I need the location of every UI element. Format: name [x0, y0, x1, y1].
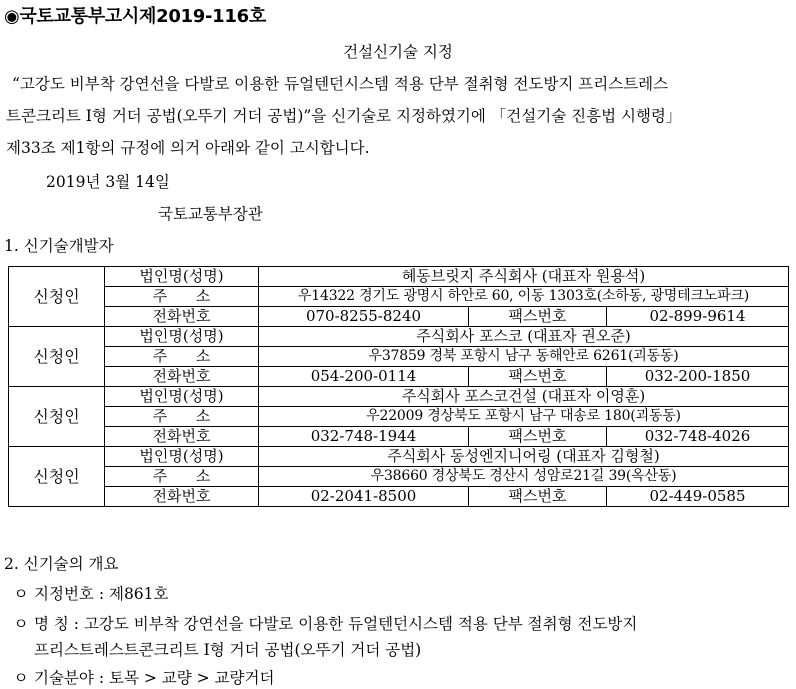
developer-table [8, 266, 789, 507]
developer-row [9, 327, 789, 347]
address-value: 우38660 경상북도 경산시 성암로21길 39(옥산동) [259, 467, 789, 487]
corp-name-label: 법인명(성명) [105, 447, 259, 467]
fax-label: 팩스번호 [469, 367, 607, 387]
bullet-icon: ㅇ [13, 669, 29, 687]
developer-row [9, 267, 789, 287]
address-value: 우22009 경상북도 포항시 남구 대송로 180(괴동동) [259, 407, 789, 427]
notice-heading: 건설신기술 지정 [343, 43, 453, 61]
bullet-icon: ㅇ [13, 585, 29, 603]
overview-item [8, 666, 274, 688]
address-label: 주 소 [105, 407, 259, 427]
overview-label: 지정번호 : [34, 585, 109, 603]
developer-row [9, 347, 789, 367]
overview-label: 명 칭 : [34, 615, 84, 633]
address-label: 주 소 [105, 347, 259, 367]
applicant-label: 신청인 [9, 327, 105, 387]
section2-title: 2. 신기술의 개요 [4, 555, 119, 573]
address-value: 우37859 경북 포항시 남구 동해안로 6261(괴동동) [259, 347, 789, 367]
phone-value: 054-200-0114 [259, 367, 469, 387]
fax-value: 02-899-9614 [607, 307, 789, 327]
section1-title: 1. 신기술개발자 [4, 237, 114, 255]
corp-name-label: 법인명(성명) [105, 327, 259, 347]
developer-row [9, 487, 789, 507]
phone-value: 070-8255-8240 [259, 307, 469, 327]
phone-label: 전화번호 [105, 427, 259, 447]
developer-row [9, 467, 789, 487]
applicant-label: 신청인 [9, 447, 105, 507]
notice-body-line: “고강도 비부착 강연선을 다발로 이용한 듀얼텐던시스템 적용 단부 절취형 전도방지 프리스트레스 [12, 75, 669, 93]
developer-row [9, 387, 789, 407]
developer-row [9, 307, 789, 327]
fax-label: 팩스번호 [469, 427, 607, 447]
developer-row [9, 407, 789, 427]
overview-value: 토목 > 교량 > 교량거더 [108, 669, 275, 687]
fax-label: 팩스번호 [469, 307, 607, 327]
phone-label: 전화번호 [105, 367, 259, 387]
applicant-label: 신청인 [9, 387, 105, 447]
overview-value: 고강도 비부착 강연선을 다발로 이용한 듀얼텐던시스템 적용 단부 절취형 전도방지 [83, 615, 638, 633]
developer-row [9, 447, 789, 467]
notice-body-line: 제33조 제1항의 규정에 의거 아래와 같이 고시합니다. [6, 139, 370, 157]
corp-name-value: 주식회사 동성엔지니어링 (대표자 김형철) [259, 447, 789, 467]
address-label: 주 소 [105, 467, 259, 487]
phone-label: 전화번호 [105, 307, 259, 327]
overview-item [8, 582, 169, 604]
fax-label: 팩스번호 [469, 487, 607, 507]
fax-value: 02-449-0585 [607, 487, 789, 507]
applicant-label: 신청인 [9, 267, 105, 327]
overview-value: 제861호 [108, 585, 169, 603]
fax-value: 032-200-1850 [607, 367, 789, 387]
corp-name-label: 법인명(성명) [105, 267, 259, 287]
corp-name-value: 주식회사 포스코건설 (대표자 이영훈) [259, 387, 789, 407]
overview-label: 기술분야 : [34, 669, 109, 687]
notice-number-title: ◉국토교통부고시제2019-116호 [4, 6, 266, 27]
address-value: 우14322 경기도 광명시 하안로 60, 이동 1303호(소하동, 광명테크노파크) [259, 287, 789, 307]
notice-body-line: 트콘크리트 I형 거더 공법(오뚜기 거더 공법)”을 신기술로 지정하였기에 「건설기술 진흥법 시행령」 [6, 107, 682, 125]
corp-name-value: 주식회사 포스코 (대표자 권오준) [259, 327, 789, 347]
bullet-icon: ㅇ [13, 615, 29, 633]
corp-name-value: 혜동브릿지 주식회사 (대표자 원용석) [259, 267, 789, 287]
developer-row [9, 367, 789, 387]
notice-date: 2019년 3월 14일 [46, 173, 170, 191]
phone-value: 02-2041-8500 [259, 487, 469, 507]
overview-item [8, 612, 637, 634]
developer-row [9, 287, 789, 307]
phone-label: 전화번호 [105, 487, 259, 507]
address-label: 주 소 [105, 287, 259, 307]
overview-value-continued: 프리스트레스트콘크리트 I형 거더 공법(오뚜기 거더 공법) [34, 641, 422, 659]
notice-issuer: 국토교통부장관 [158, 205, 263, 223]
phone-value: 032-748-1944 [259, 427, 469, 447]
developer-row [9, 427, 789, 447]
corp-name-label: 법인명(성명) [105, 387, 259, 407]
fax-value: 032-748-4026 [607, 427, 789, 447]
